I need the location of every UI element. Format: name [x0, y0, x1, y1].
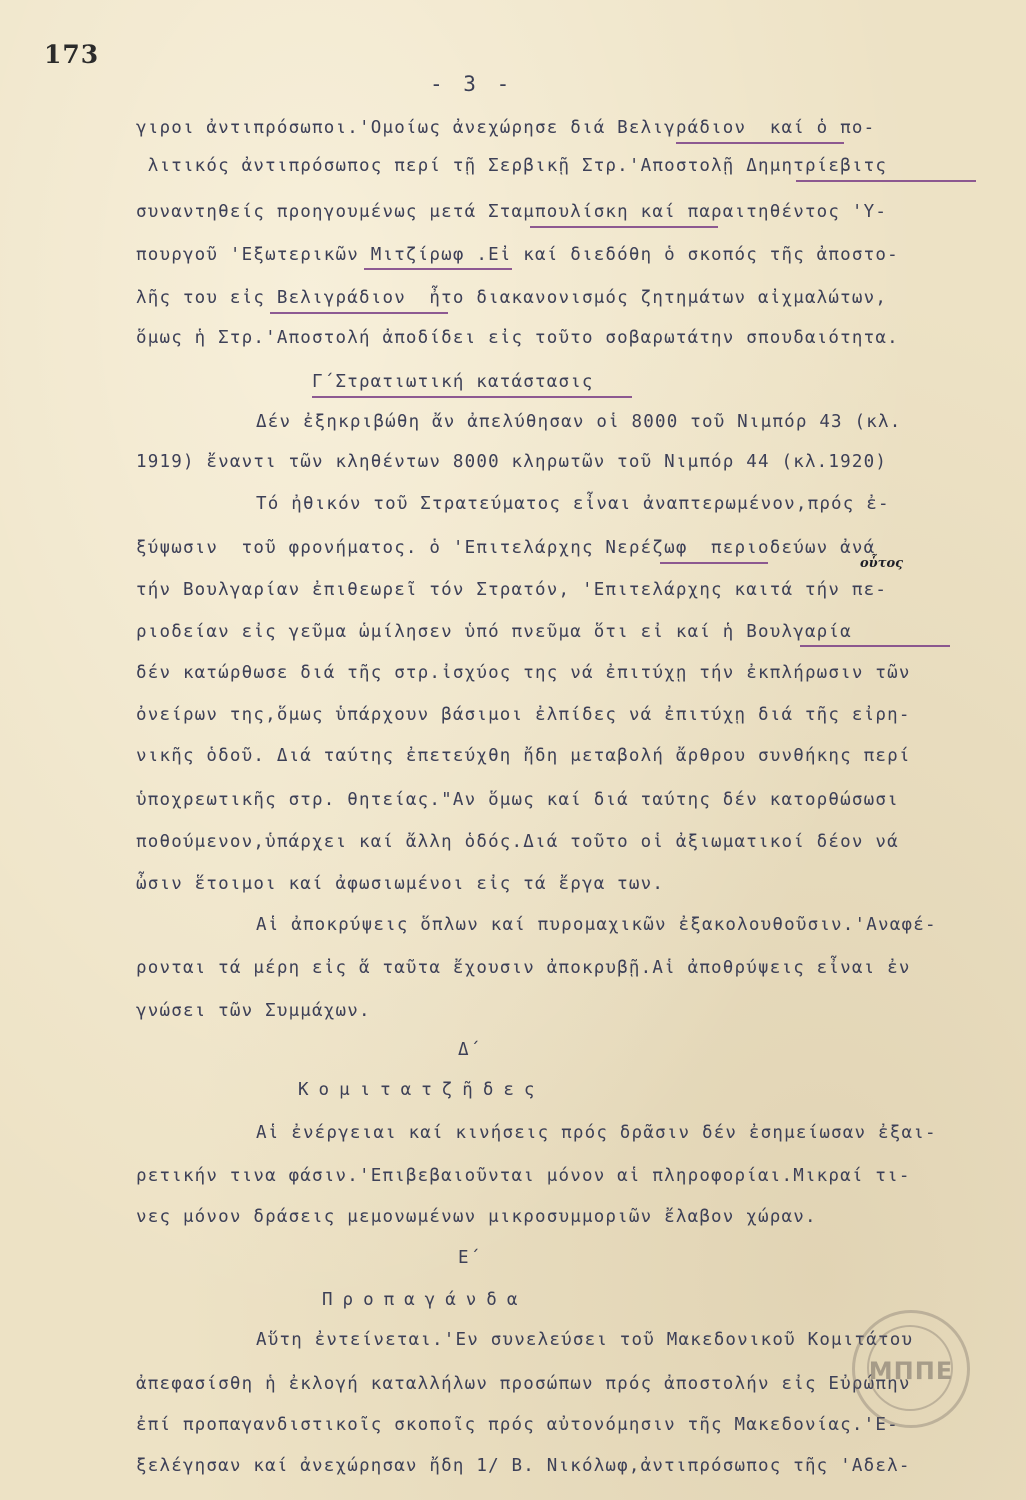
text-line: γνώσει τῶν Συμμάχων.	[136, 1001, 371, 1021]
text-line: ποθούμενον,ὑπάρχει καί ἄλλη ὁδός.Διά τοῦτο οἱ ἀξιωματικοί δέον νά	[136, 832, 899, 852]
text-line: ἐπί προπαγανδιστικοῖς σκοποῖς πρός αὐτονόμησιν τῆς Μακεδονίας.'Ε-	[136, 1415, 899, 1435]
text-line: γιροι ἀντιπρόσωποι.'Ομοίως ἀνεχώρησε διά Βελιγράδιον καί ὁ πο-	[136, 118, 876, 138]
text-line: Αὕτη ἐντείνεται.'Εν συνελεύσει τοῦ Μακεδονικοῦ Κομιτάτου	[256, 1330, 914, 1350]
text-line: ὅμως ἡ Στρ.'Αποστολή ἀποδίδει εἰς τοῦτο σοβαρωτάτην σπουδαιότητα.	[136, 328, 899, 348]
text-line: Αἱ ἀποκρύψεις ὅπλων καί πυρομαχικῶν ἐξακολουθοῦσιν.'Αναφέ-	[256, 915, 937, 935]
archive-stamp	[852, 1310, 970, 1428]
text-line: ρετικήν τινα φάσιν.'Επιβεβαιοῦνται μόνον αἱ πληροφορίαι.Μικραί τι-	[136, 1166, 911, 1186]
text-line: Δέν ἐξηκριβώθη ἄν ἀπελύθησαν οἱ 8000 τοῦ Νιμπόρ 43 (κλ.	[256, 412, 902, 432]
underline-mark	[530, 226, 718, 228]
text-line: τήν Βουλγαρίαν ἐπιθεωρεῖ τόν Στρατόν, 'Επιτελάρχης καιτά τήν πε-	[136, 580, 888, 600]
underline-mark	[312, 396, 632, 398]
text-line: ξύψωσιν τοῦ φρονήματος. ὁ 'Επιτελάρχης Νερέζωφ περιοδεύων ἀνά	[136, 538, 876, 558]
text-line: ριοδείαν εἰς γεῦμα ὡμίλησεν ὑπό πνεῦμα ὅτι εἰ καί ἡ Βουλγαρία	[136, 622, 852, 642]
text-line: δέν κατώρθωσε διά τῆς στρ.ἰσχύος της νά ἐπιτύχῃ τήν ἐκπλήρωσιν τῶν	[136, 663, 911, 683]
underline-mark	[270, 312, 448, 314]
section-heading-c: Γ΄Στρατιωτική κατάστασις	[312, 372, 594, 392]
text-line: ξελέγησαν καί ἀνεχώρησαν ἤδη 1/ Β. Νικόλωφ,ἀντιπρόσωπος τῆς 'Αδελ-	[136, 1456, 911, 1476]
text-line: λῆς του εἰς Βελιγράδιον ἦτο διακανονισμός ζητημάτων αἰχμαλώτων,	[136, 288, 888, 308]
text-line: Αἱ ἐνέργειαι καί κινήσεις πρός δρᾶσιν δέν ἐσημείωσαν ἐξαι-	[256, 1123, 937, 1143]
text-line: ὀνείρων της,ὅμως ὑπάρχουν βάσιμοι ἐλπίδες νά ἐπιτύχῃ διά τῆς εἰρη-	[136, 705, 911, 725]
text-line: ὑποχρεωτικῆς στρ. θητείας."Αν ὅμως καί διά ταύτης δέν κατορθώσωσι	[136, 790, 899, 810]
text-line: ρονται τά μέρη εἰς ἅ ταῦτα ἔχουσιν ἀποκρυβῇ.Αἱ ἀποθρύψεις εἶναι ἐν	[136, 958, 911, 978]
stamp-text: ΜΠΠΕ	[868, 1357, 954, 1385]
section-label-e: Ε΄	[458, 1248, 482, 1268]
folio-number: 173	[44, 40, 100, 69]
underline-mark	[796, 180, 976, 182]
page-number: - 3 -	[430, 72, 514, 96]
text-line: Τό ἠθικόν τοῦ Στρατεύματος εἶναι ἀναπτερωμένον,πρός ἐ-	[256, 494, 890, 514]
section-label-d: Δ΄	[458, 1040, 482, 1060]
text-line: λιτικός ἀντιπρόσωπος περί τῇ Σερβικῇ Στρ.'Αποστολῇ Δημητρίεβιτς	[136, 156, 888, 176]
text-line: νικῆς ὁδοῦ. Διά ταύτης ἐπετεύχθη ἤδη μεταβολή ἄρθρου συνθήκης περί	[136, 746, 911, 766]
section-heading-d: Κομιτατζῆδες	[298, 1080, 545, 1100]
text-line: ὦσιν ἕτοιμοι καί ἀφωσιωμένοι εἰς τά ἔργα των.	[136, 874, 665, 894]
text-line: 1919) ἔναντι τῶν κληθέντων 8000 κληρωτῶν τοῦ Νιμπόρ 44 (κλ.1920)	[136, 452, 888, 472]
text-line: συναντηθείς προηγουμένως μετά Σταμπουλίσκη καί παραιτηθέντος 'Υ-	[136, 202, 888, 222]
underline-mark	[676, 142, 844, 144]
section-heading-e: Προπαγάνδα	[322, 1290, 528, 1310]
underline-mark	[660, 562, 768, 564]
text-line: πουργοῦ 'Εξωτερικῶν Μιτζίρωφ .Εἰ καί διεδόθη ὁ σκοπός τῆς ἀποστο-	[136, 245, 899, 265]
text-line: νες μόνον δράσεις μεμονωμένων μικροσυμμοριῶν ἔλαβον χώραν.	[136, 1207, 817, 1227]
handwritten-insert: οὗτος	[860, 556, 904, 571]
underline-mark	[364, 268, 512, 270]
text-line: ἀπεφασίσθη ἡ ἐκλογή καταλλήλων προσώπων πρός ἀποστολήν εἰς Εὐρώπην	[136, 1374, 911, 1394]
underline-mark	[800, 645, 950, 647]
